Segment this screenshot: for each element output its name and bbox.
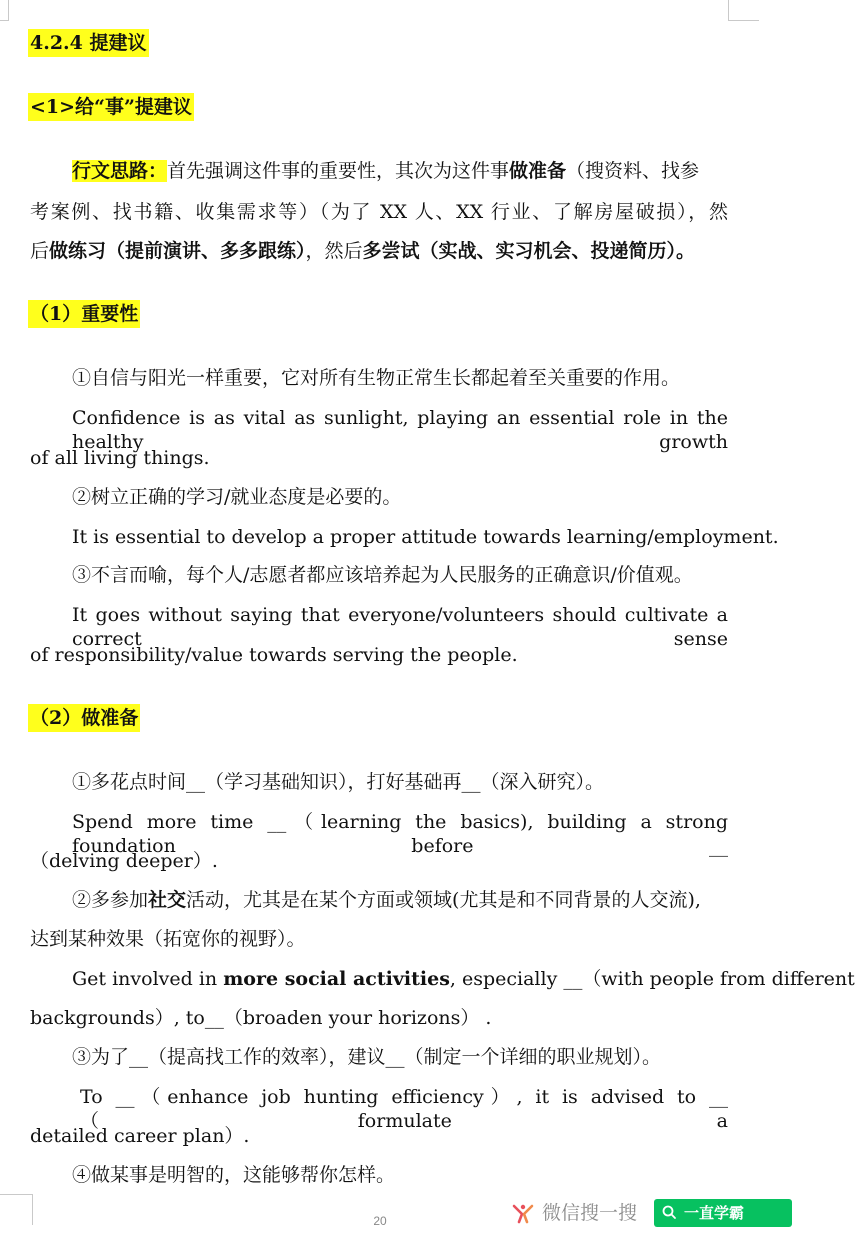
- watermark-button-label: 一直学霸: [684, 1204, 745, 1222]
- approach-line-2: 考案例、找书籍、收集需求等）（为了 XX 人、XX 行业、了解房屋破损），然: [30, 201, 728, 223]
- s2-sentence3-cn: ③为了__（提高找工作的效率），建议__（制定一个详细的职业规划）。: [72, 1046, 662, 1068]
- s2-sentence1-en-2: （delving deeper）.: [30, 850, 218, 872]
- s2-sentence2-cn-1: [72, 888, 701, 912]
- section-heading: 4.2.4 提建议: [28, 29, 149, 57]
- s2-text: , especially __（with people from different: [449, 968, 855, 990]
- s1-sentence3-cn: ③不言而喻，每个人/志愿者都应该培养起为人民服务的正确意识/价值观。: [72, 564, 693, 586]
- s2-sentence2-cn-2: 达到某种效果（拓宽你的视野）。: [30, 928, 306, 950]
- crop-mark-bottom-left: [0, 1194, 33, 1225]
- s2-sentence4-cn: ④做某事是明智的，这能够帮你怎样。: [72, 1164, 396, 1186]
- s2-text: ②多参加: [72, 889, 149, 911]
- subheading: <1>给“事”提建议: [28, 93, 194, 121]
- approach-bold-practice: 做练习（提前演讲、多多跟练）: [49, 240, 306, 262]
- approach-text: 首先强调这件事的重要性，其次为这件事: [167, 160, 510, 182]
- s2-sentence3-en-1: To __（enhance job hunting efficiency）, it is advised to __（formulate a: [80, 1086, 728, 1132]
- s2-text: 活动，尤其是在某个方面或领域(尤其是和不同背景的人交流),: [186, 889, 701, 911]
- section1-title: （1）重要性: [28, 300, 140, 328]
- s1-sentence1-cn: ①自信与阳光一样重要，它对所有生物正常生长都起着至关重要的作用。: [72, 367, 681, 389]
- s2-sentence1-en-1: Spend more time __（learning the basics), building a strong foundation before __: [72, 811, 728, 857]
- wechat-search-watermark[interactable]: [502, 1194, 800, 1232]
- page-number: 20: [373, 1214, 387, 1228]
- s2-text: Get involved in: [72, 968, 224, 990]
- s1-sentence2-cn: ②树立正确的学习/就业态度是必要的。: [72, 486, 402, 508]
- wechat-search-logo-icon: [510, 1202, 536, 1224]
- s2-sentence2-en-1: [72, 967, 855, 991]
- s1-sentence3-en-1: It goes without saying that everyone/volunteers should cultivate a correct sense: [72, 604, 728, 650]
- approach-line-3: [30, 239, 695, 263]
- approach-text: ，然后: [305, 240, 363, 262]
- s2-bold-social-activities: more social activities: [223, 968, 450, 990]
- approach-bold-try: 多尝试（实战、实习机会、投递简历）。: [362, 240, 696, 262]
- s1-sentence1-en-2: of all living things.: [30, 447, 210, 469]
- s1-sentence3-en-2: of responsibility/value towards serving the people.: [30, 644, 518, 666]
- s2-sentence3-en-2: detailed career plan）.: [30, 1125, 250, 1147]
- s1-sentence1-en-1: Confidence is as vital as sunlight, playing an essential role in the healthy growth: [72, 407, 728, 453]
- s1-sentence2-en: It is essential to develop a proper attitude towards learning/employment.: [72, 526, 779, 548]
- s2-sentence1-cn: ①多花点时间__（学习基础知识），打好基础再__（深入研究）。: [72, 771, 605, 793]
- section-heading-line: [28, 31, 149, 55]
- watermark-search-button[interactable]: [654, 1199, 792, 1227]
- crop-mark-top-left: [0, 0, 9, 21]
- approach-line-1: [72, 159, 699, 183]
- crop-mark-top-right: [728, 0, 759, 21]
- approach-bold-prepare: 做准备: [509, 160, 567, 182]
- section1-title-line: [28, 302, 140, 326]
- watermark-text: 微信搜一搜: [542, 1202, 638, 1224]
- approach-label: 行文思路：: [72, 160, 168, 182]
- s2-bold-social: 社交: [148, 889, 187, 911]
- approach-text: 后: [30, 240, 50, 262]
- approach-text: （搜资料、找参: [566, 160, 700, 182]
- s2-sentence2-en-2: backgrounds）, to__（broaden your horizons） .: [30, 1007, 492, 1029]
- section2-title-line: [28, 706, 140, 730]
- section2-title: （2）做准备: [28, 704, 140, 732]
- search-icon: [662, 1205, 676, 1219]
- subheading-line: [28, 95, 194, 119]
